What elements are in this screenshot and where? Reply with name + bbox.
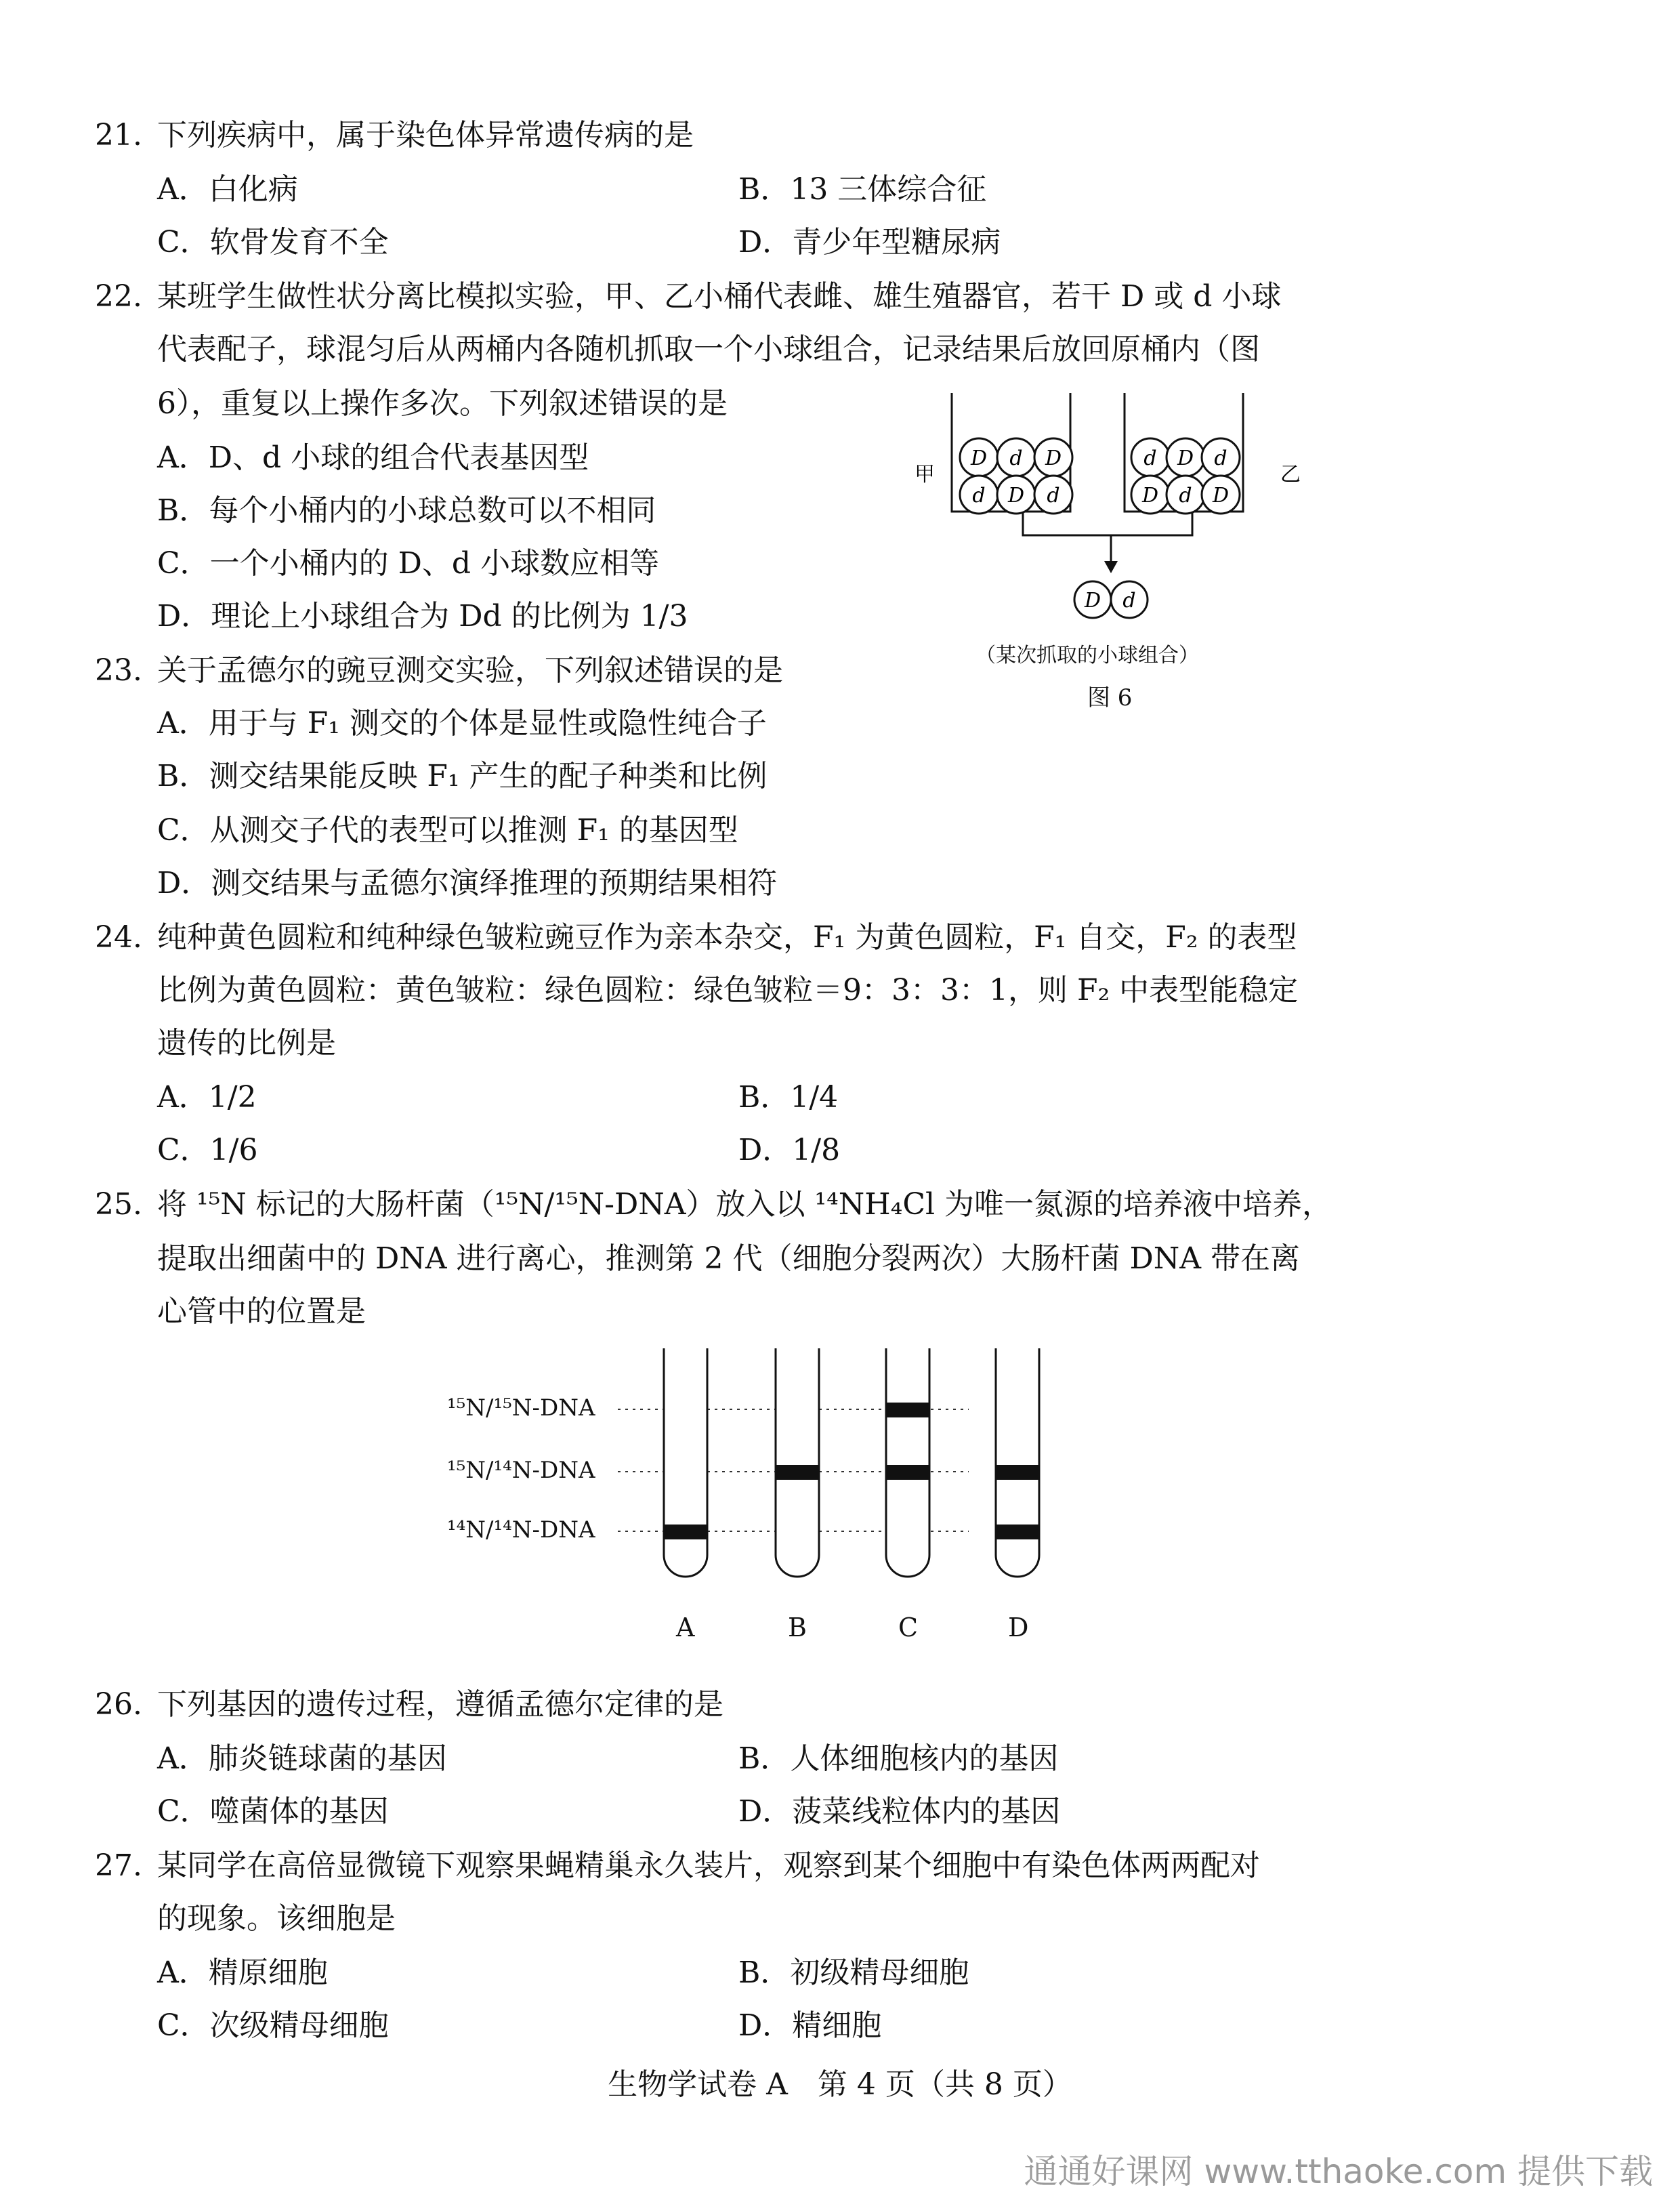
- ball-label: d: [1143, 447, 1157, 470]
- option-d: D．理论上小球组合为 Dd 的比例为 1/3: [157, 599, 688, 634]
- question-stem: 提取出细菌中的 DNA 进行离心，推测第 2 代（细胞分裂两次）大肠杆菌 DNA 带在离: [157, 1241, 1301, 1276]
- ball-label: D: [1212, 484, 1230, 507]
- bucket-label-right: 乙: [1280, 463, 1301, 486]
- question-stem: 纯种黄色圆粒和纯种绿色皱粒豌豆作为亲本杂交，F₁ 为黄色圆粒，F₁ 自交，F₂ 的表型: [157, 920, 1297, 955]
- result-ball-label: D: [1084, 589, 1101, 613]
- dna-band: [886, 1403, 929, 1417]
- figure-note: （某次抓取的小球组合）: [975, 644, 1199, 667]
- question-stem: 某班学生做性状分离比模拟实验，甲、乙小桶代表雌、雄生殖器官，若干 D 或 d 小球: [157, 279, 1282, 314]
- option-b: B．测交结果能反映 F₁ 产生的配子种类和比例: [157, 759, 768, 793]
- question-stem: 遗传的比例是: [157, 1026, 336, 1060]
- dna-band: [996, 1525, 1039, 1539]
- option-a: A．白化病: [157, 172, 298, 207]
- option-b: B．人体细胞核内的基因: [738, 1741, 1059, 1776]
- question-stem: 6），重复以上操作多次。下列叙述错误的是: [157, 386, 728, 421]
- tube-label: A: [676, 1613, 695, 1642]
- arrow-down-icon: [1104, 561, 1118, 573]
- question-stem: 将 ¹⁵N 标记的大肠杆菌（¹⁵N/¹⁵N-DNA）放入以 ¹⁴NH₄Cl 为唯一氮源的培养液中培养，: [157, 1187, 1332, 1222]
- tube-d: [996, 1348, 1039, 1577]
- question-number: 22.: [95, 279, 142, 314]
- question-number: 27.: [95, 1848, 142, 1883]
- band-label-hybrid: ¹⁵N/¹⁴N-DNA: [447, 1457, 595, 1484]
- bucket-diagram: [901, 386, 1335, 657]
- question-number: 23.: [95, 653, 142, 688]
- question-stem: 比例为黄色圆粒：黄色皱粒：绿色圆粒：绿色皱粒＝9：3：3：1，则 F₂ 中表型能稳定: [157, 973, 1299, 1008]
- question-number: 26.: [95, 1687, 142, 1722]
- tube-c: [886, 1348, 929, 1577]
- tube-a: [664, 1348, 707, 1577]
- option-c: C．噬菌体的基因: [157, 1794, 389, 1829]
- question-stem: 某同学在高倍显微镜下观察果蝇精巢永久装片，观察到某个细胞中有染色体两两配对: [157, 1848, 1260, 1883]
- option-c: C．一个小桶内的 D、d 小球数应相等: [157, 546, 660, 581]
- ball-label: D: [1177, 447, 1194, 470]
- dna-band: [776, 1465, 819, 1480]
- ball-label: D: [1045, 447, 1062, 470]
- dna-band: [664, 1525, 707, 1539]
- option-d: D．青少年型糖尿病: [738, 225, 1001, 260]
- ball-label: D: [1007, 484, 1025, 507]
- option-a: A．1/2: [157, 1080, 257, 1115]
- option-c: C．次级精母细胞: [157, 2008, 389, 2043]
- tube-label: C: [898, 1613, 919, 1642]
- option-b: B．初级精母细胞: [738, 1955, 969, 1990]
- centrifuge-tubes-figure: [434, 1342, 1111, 1660]
- option-b: B．1/4: [738, 1080, 839, 1115]
- band-label-heavy: ¹⁵N/¹⁵N-DNA: [447, 1394, 595, 1422]
- tube-label: B: [788, 1613, 807, 1642]
- dna-band: [886, 1465, 929, 1480]
- ball-label: d: [1179, 484, 1192, 507]
- question-stem: 心管中的位置是: [157, 1294, 366, 1329]
- ball-label: D: [970, 447, 988, 470]
- option-c: C．软骨发育不全: [157, 225, 389, 260]
- question-number: 25.: [95, 1187, 142, 1222]
- ball-label: d: [972, 484, 986, 507]
- question-number: 21.: [95, 118, 142, 152]
- ball-label: d: [1009, 447, 1023, 470]
- option-d: D．菠菜线粒体内的基因: [738, 1794, 1061, 1829]
- question-stem: 下列疾病中，属于染色体异常遗传病的是: [157, 118, 694, 152]
- option-d: D．精细胞: [738, 2008, 882, 2043]
- ball-label: d: [1047, 484, 1060, 507]
- option-a: A．精原细胞: [157, 1955, 328, 1990]
- option-d: D．测交结果与孟德尔演绎推理的预期结果相符: [157, 866, 778, 900]
- tube-b: [776, 1348, 819, 1577]
- figure-caption: 图 6: [1087, 684, 1133, 711]
- tube-label: D: [1008, 1613, 1029, 1642]
- option-a: A．用于与 F₁ 测交的个体是显性或隐性纯合子: [157, 706, 767, 741]
- question-stem: 下列基因的遗传过程，遵循孟德尔定律的是: [157, 1687, 723, 1722]
- figure-6: [901, 386, 1335, 718]
- question-stem: 关于孟德尔的豌豆测交实验，下列叙述错误的是: [157, 653, 783, 688]
- question-stem: 代表配子，球混匀后从两桶内各随机抓取一个小球组合，记录结果后放回原桶内（图: [157, 332, 1260, 367]
- ball-label: d: [1214, 447, 1227, 470]
- option-c: C．从测交子代的表型可以推测 F₁ 的基因型: [157, 813, 738, 848]
- option-a: A．肺炎链球菌的基因: [157, 1741, 447, 1776]
- watermark: 通通好课网 www.tthaoke.com 提供下载: [1024, 2152, 1653, 2191]
- option-a: A．D、d 小球的组合代表基因型: [157, 440, 589, 475]
- ball-label: D: [1141, 484, 1159, 507]
- result-ball-label: d: [1122, 589, 1136, 613]
- option-b: B．每个小桶内的小球总数可以不相同: [157, 493, 656, 528]
- question-number: 24.: [95, 920, 142, 955]
- bucket-label-left: 甲: [915, 463, 935, 486]
- option-c: C．1/6: [157, 1133, 258, 1167]
- option-d: D．1/8: [738, 1133, 841, 1167]
- dna-band: [996, 1465, 1039, 1480]
- page-footer: 生物学试卷 A 第 4 页（共 8 页）: [608, 2067, 1072, 2102]
- band-label-light: ¹⁴N/¹⁴N-DNA: [447, 1516, 595, 1543]
- option-b: B．13 三体综合征: [738, 172, 987, 207]
- question-stem: 的现象。该细胞是: [157, 1901, 396, 1936]
- tubes-svg: [434, 1342, 1111, 1613]
